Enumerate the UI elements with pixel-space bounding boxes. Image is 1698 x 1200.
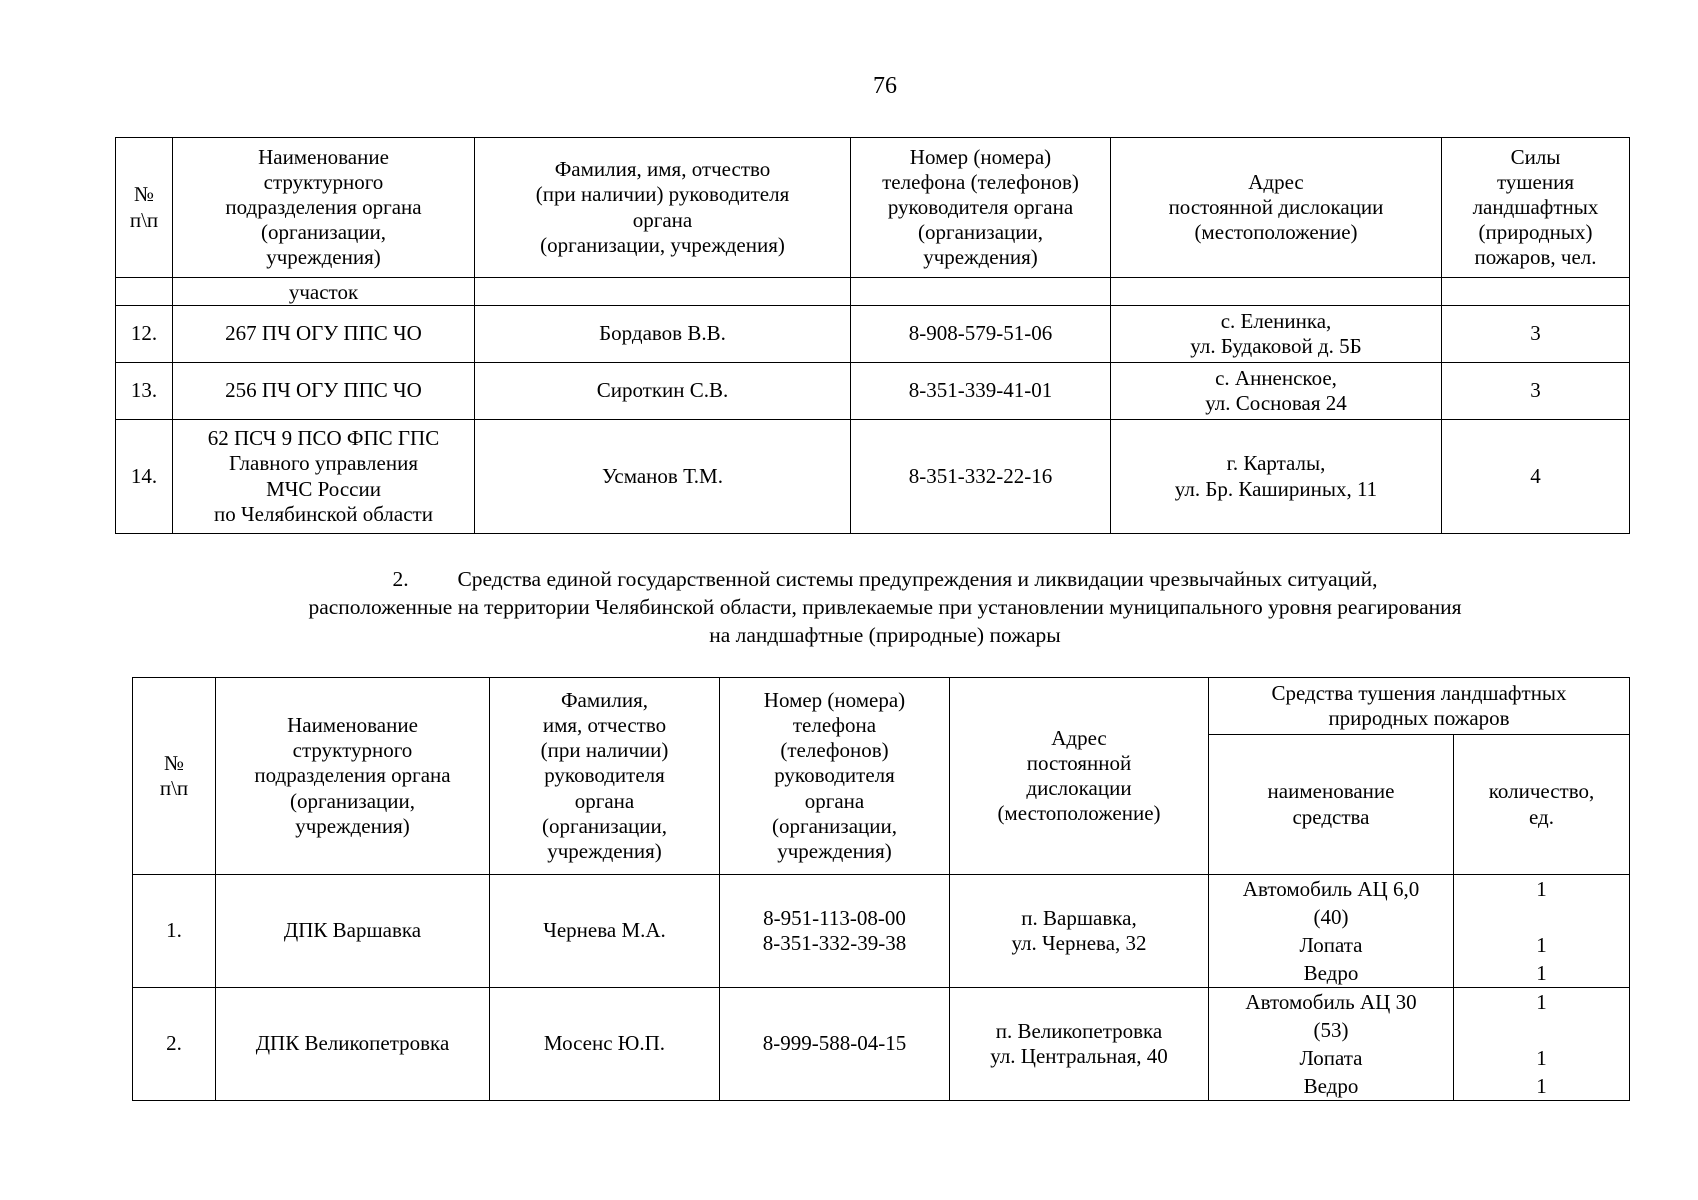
header-unit-name: Наименование структурного подразделения органа (организации, учреждения) xyxy=(216,678,490,875)
table-header-row xyxy=(133,678,1630,735)
header-head-name: Фамилия, имя, отчество (при наличии) руководителя органа (организации, учреждения) xyxy=(475,138,851,278)
cell-phone: 8-908-579-51-06 xyxy=(851,306,1111,363)
cell-empty xyxy=(851,278,1111,306)
cell-phone: 8-951-113-08-00 8-351-332-39-38 xyxy=(720,875,950,988)
cell-empty xyxy=(1111,278,1442,306)
asset-name: Ведро xyxy=(1303,961,1359,985)
cell-number: 12. xyxy=(116,306,173,363)
cell-empty xyxy=(475,278,851,306)
header-means-name: наименование средства xyxy=(1209,735,1454,875)
cell-head: Чернева М.А. xyxy=(490,875,720,988)
cell-number: 2. xyxy=(133,988,216,1101)
page-number: 76 xyxy=(873,73,897,99)
cell-continuation-text: участок xyxy=(173,278,475,306)
cell-number: 1. xyxy=(133,875,216,988)
cell-phone: 8-351-332-22-16 xyxy=(851,420,1111,534)
fire-units-table xyxy=(115,137,1630,534)
cell-phone: 8-351-339-41-01 xyxy=(851,363,1111,420)
cell-head: Сироткин С.В. xyxy=(475,363,851,420)
cell-unit: ДПК Великопетровка xyxy=(216,988,490,1101)
table-row xyxy=(116,306,1630,363)
cell-unit: 267 ПЧ ОГУ ППС ЧО xyxy=(173,306,475,363)
cell-address: п. Варшавка, ул. Чернева, 32 xyxy=(950,875,1209,988)
asset-qty: 1 xyxy=(1536,990,1547,1014)
table-row xyxy=(116,420,1630,534)
header-means-group: Средства тушения ландшафтных природных пожаров xyxy=(1209,678,1630,735)
cell-asset-names xyxy=(1209,988,1454,1101)
cell-address: с. Анненское, ул. Сосновая 24 xyxy=(1111,363,1442,420)
cell-forces: 3 xyxy=(1442,306,1630,363)
cell-head: Бордавов В.В. xyxy=(475,306,851,363)
header-phone: Номер (номера) телефона (телефонов) руководителя органа (организации, учреждения) xyxy=(720,678,950,875)
asset-name: Лопата xyxy=(1299,933,1363,957)
cell-phone: 8-999-588-04-15 xyxy=(720,988,950,1101)
cell-empty xyxy=(1442,278,1630,306)
header-number: № п\п xyxy=(133,678,216,875)
cell-asset-qty xyxy=(1454,875,1630,988)
section-title-line-2: расположенные на территории Челябинской области, привлекаемые при установлении муниципального уровня реагирования xyxy=(308,595,1462,619)
cell-asset-names xyxy=(1209,875,1454,988)
asset-name: Лопата xyxy=(1299,1046,1363,1070)
cell-empty xyxy=(116,278,173,306)
asset-qty-spacer xyxy=(1458,903,1625,931)
asset-name: Автомобиль АЦ 30 (53) xyxy=(1245,990,1417,1042)
header-means-qty: количество, ед. xyxy=(1454,735,1630,875)
asset-qty: 1 xyxy=(1536,933,1547,957)
table-row xyxy=(133,875,1630,988)
asset-qty-spacer xyxy=(1458,1016,1625,1044)
asset-qty: 1 xyxy=(1536,961,1547,985)
cell-asset-qty xyxy=(1454,988,1630,1101)
section-title-line-1: 2. Средства единой государственной системы предупреждения и ликвидации чрезвычайных ситуаций, xyxy=(392,567,1378,591)
header-phone: Номер (номера) телефона (телефонов) руководителя органа (организации, учреждения) xyxy=(851,138,1111,278)
header-address: Адрес постоянной дислокации (местоположение) xyxy=(950,678,1209,875)
cell-forces: 3 xyxy=(1442,363,1630,420)
asset-qty: 1 xyxy=(1536,1046,1547,1070)
table-row xyxy=(133,988,1630,1101)
firefighting-means-table xyxy=(132,677,1630,1101)
cell-unit: 256 ПЧ ОГУ ППС ЧО xyxy=(173,363,475,420)
section-title-line-3: на ландшафтные (природные) пожары xyxy=(709,623,1061,647)
table-row xyxy=(116,363,1630,420)
section-title xyxy=(180,565,1590,649)
cell-unit: ДПК Варшавка xyxy=(216,875,490,988)
cell-number: 14. xyxy=(116,420,173,534)
header-forces: Силы тушения ландшафтных (природных) пожаров, чел. xyxy=(1442,138,1630,278)
header-head-name: Фамилия, имя, отчество (при наличии) руководителя органа (организации, учреждения) xyxy=(490,678,720,875)
cell-head: Усманов Т.М. xyxy=(475,420,851,534)
cell-unit: 62 ПСЧ 9 ПСО ФПС ГПС Главного управления МЧС России по Челябинской области xyxy=(173,420,475,534)
table-header-row xyxy=(116,138,1630,278)
table-row-continuation xyxy=(116,278,1630,306)
cell-head: Мосенс Ю.П. xyxy=(490,988,720,1101)
cell-number: 13. xyxy=(116,363,173,420)
cell-forces: 4 xyxy=(1442,420,1630,534)
header-address: Адрес постоянной дислокации (местоположение) xyxy=(1111,138,1442,278)
asset-qty: 1 xyxy=(1536,877,1547,901)
header-unit-name: Наименование структурного подразделения органа (организации, учреждения) xyxy=(173,138,475,278)
section-number: 2. xyxy=(392,567,409,591)
asset-qty: 1 xyxy=(1536,1074,1547,1098)
asset-name: Автомобиль АЦ 6,0 (40) xyxy=(1242,877,1420,929)
header-number: № п\п xyxy=(116,138,173,278)
cell-address: г. Карталы, ул. Бр. Кашириных, 11 xyxy=(1111,420,1442,534)
cell-address: с. Еленинка, ул. Будаковой д. 5Б xyxy=(1111,306,1442,363)
cell-address: п. Великопетровка ул. Центральная, 40 xyxy=(950,988,1209,1101)
asset-name: Ведро xyxy=(1303,1074,1359,1098)
